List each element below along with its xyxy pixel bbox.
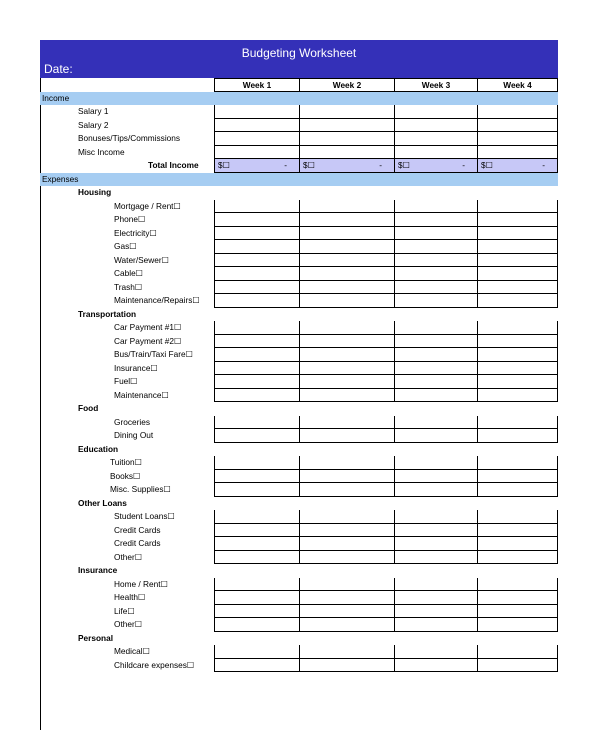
income-item-label: Misc Income — [78, 146, 125, 157]
expense-3-1-week-4-cell[interactable] — [477, 470, 558, 484]
total-income-week-2 — [299, 159, 394, 173]
expense-item-label: Other☐ — [114, 551, 143, 562]
expense-4-0-week-1-cell[interactable] — [214, 510, 299, 524]
expense-item-label: Misc. Supplies☐ — [110, 484, 171, 494]
expense-0-1-week-1-cell[interactable] — [214, 213, 299, 227]
expense-item-label: Trash☐ — [114, 281, 143, 292]
income-item-1-week-2-cell[interactable] — [299, 105, 394, 119]
expense-item-row — [40, 659, 558, 673]
expense-0-7-week-1-cell[interactable] — [214, 294, 299, 308]
total-income-row — [40, 159, 558, 173]
expense-1-0-week-2-cell[interactable] — [299, 321, 394, 335]
income-item-2-week-2-cell[interactable] — [299, 119, 394, 133]
income-section-band — [40, 92, 558, 106]
expense-1-0-week-3-cell[interactable] — [394, 321, 477, 335]
expense-0-6-week-2-cell[interactable] — [299, 281, 394, 295]
income-item-3-week-2-cell[interactable] — [299, 132, 394, 146]
expense-1-3-week-4-cell[interactable] — [477, 362, 558, 376]
expense-item-label: Credit Cards — [114, 538, 161, 548]
expense-item-row — [40, 227, 558, 241]
expense-5-2-week-2-cell[interactable] — [299, 605, 394, 619]
income-item-4-week-4-cell[interactable] — [477, 146, 558, 160]
income-row — [40, 146, 558, 160]
income-item-label: Salary 1 — [78, 106, 109, 116]
week-2-header: Week 2 — [299, 78, 394, 92]
expense-item-row — [40, 618, 558, 632]
expense-0-3-week-4-cell[interactable] — [477, 240, 558, 254]
expense-2-1-week-2-cell[interactable] — [299, 429, 394, 443]
expense-item-row — [40, 537, 558, 551]
total-currency: $☐ — [481, 160, 494, 170]
expense-0-6-week-1-cell[interactable] — [214, 281, 299, 295]
expense-item-row — [40, 294, 558, 308]
expense-1-2-week-1-cell[interactable] — [214, 348, 299, 362]
expense-5-3-week-2-cell[interactable] — [299, 618, 394, 632]
expense-2-1-week-3-cell[interactable] — [394, 429, 477, 443]
expense-6-0-week-4-cell[interactable] — [477, 645, 558, 659]
expense-3-1-week-3-cell[interactable] — [394, 470, 477, 484]
expense-group-row — [40, 497, 558, 511]
expense-5-3-week-4-cell[interactable] — [477, 618, 558, 632]
expense-item-row — [40, 321, 558, 335]
expense-4-0-week-3-cell[interactable] — [394, 510, 477, 524]
expense-item-row — [40, 335, 558, 349]
worksheet-title: Budgeting Worksheet — [241, 46, 357, 60]
income-row — [40, 132, 558, 146]
expense-4-0-week-2-cell[interactable] — [299, 510, 394, 524]
total-currency: $☐ — [303, 160, 316, 170]
expense-1-1-week-2-cell[interactable] — [299, 335, 394, 349]
expense-1-3-week-2-cell[interactable] — [299, 362, 394, 376]
expense-item-label: Car Payment #2☐ — [114, 335, 182, 346]
expense-4-3-week-2-cell[interactable] — [299, 551, 394, 565]
expense-1-4-week-1-cell[interactable] — [214, 375, 299, 389]
expense-2-1-week-4-cell[interactable] — [477, 429, 558, 443]
expense-4-2-week-1-cell[interactable] — [214, 537, 299, 551]
expense-1-2-week-4-cell[interactable] — [477, 348, 558, 362]
expense-item-row — [40, 254, 558, 268]
expense-item-row — [40, 483, 558, 497]
expense-item-row — [40, 470, 558, 484]
expense-3-2-week-2-cell[interactable] — [299, 483, 394, 497]
income-item-1-week-1-cell[interactable] — [214, 105, 299, 119]
expense-1-3-week-1-cell[interactable] — [214, 362, 299, 376]
expense-1-5-week-4-cell[interactable] — [477, 389, 558, 403]
expense-group-label: Other Loans — [78, 497, 127, 508]
week-1-header: Week 1 — [214, 78, 299, 92]
expense-item-row — [40, 267, 558, 281]
expense-group-row — [40, 564, 558, 578]
expense-4-3-week-3-cell[interactable] — [394, 551, 477, 565]
expense-item-row — [40, 591, 558, 605]
expense-group-row — [40, 402, 558, 416]
expense-4-1-week-2-cell[interactable] — [299, 524, 394, 538]
expense-0-7-week-4-cell[interactable] — [477, 294, 558, 308]
expense-2-0-week-3-cell[interactable] — [394, 416, 477, 430]
expense-0-2-week-2-cell[interactable] — [299, 227, 394, 241]
income-item-1-week-4-cell[interactable] — [477, 105, 558, 119]
income-item-label: Bonuses/Tips/Commissions — [78, 133, 181, 143]
expense-item-label: Life☐ — [114, 605, 135, 616]
expense-5-1-week-3-cell[interactable] — [394, 591, 477, 605]
expense-5-1-week-1-cell[interactable] — [214, 591, 299, 605]
expense-0-2-week-1-cell[interactable] — [214, 227, 299, 241]
expense-item-label: Childcare expenses☐ — [114, 659, 195, 670]
expense-item-label: Phone☐ — [114, 214, 146, 224]
expense-1-4-week-2-cell[interactable] — [299, 375, 394, 389]
expense-item-row — [40, 578, 558, 592]
expense-item-row — [40, 375, 558, 389]
income-item-3-week-1-cell[interactable] — [214, 132, 299, 146]
expense-1-1-week-1-cell[interactable] — [214, 335, 299, 349]
expense-item-label: Medical☐ — [114, 646, 151, 656]
expense-2-0-week-1-cell[interactable] — [214, 416, 299, 430]
income-row — [40, 119, 558, 133]
expense-1-5-week-2-cell[interactable] — [299, 389, 394, 403]
expense-4-2-week-3-cell[interactable] — [394, 537, 477, 551]
income-item-1-week-3-cell[interactable] — [394, 105, 477, 119]
expense-item-row — [40, 200, 558, 214]
expense-group-label: Transportation — [78, 308, 137, 319]
expense-5-1-week-2-cell[interactable] — [299, 591, 394, 605]
expense-6-1-week-3-cell[interactable] — [394, 659, 477, 673]
expense-0-1-week-4-cell[interactable] — [477, 213, 558, 227]
expense-item-row — [40, 348, 558, 362]
expense-3-2-week-1-cell[interactable] — [214, 483, 299, 497]
income-item-4-week-2-cell[interactable] — [299, 146, 394, 160]
income-item-3-week-3-cell[interactable] — [394, 132, 477, 146]
income-section-label: Income — [42, 92, 70, 103]
expense-3-2-week-3-cell[interactable] — [394, 483, 477, 497]
expense-item-row — [40, 213, 558, 227]
expense-item-row — [40, 416, 558, 430]
expense-0-7-week-3-cell[interactable] — [394, 294, 477, 308]
expense-0-1-week-2-cell[interactable] — [299, 213, 394, 227]
expense-3-1-week-1-cell[interactable] — [214, 470, 299, 484]
expense-item-label: Cable☐ — [114, 268, 144, 278]
total-value: - — [284, 160, 287, 170]
expense-group-label: Housing — [78, 187, 112, 197]
expense-item-label: Maintenance☐ — [114, 389, 169, 400]
expense-1-5-week-3-cell[interactable] — [394, 389, 477, 403]
expense-group-label: Insurance — [78, 565, 118, 575]
expense-6-0-week-1-cell[interactable] — [214, 645, 299, 659]
expense-0-0-week-3-cell[interactable] — [394, 200, 477, 214]
expense-1-2-week-3-cell[interactable] — [394, 348, 477, 362]
income-item-4-week-3-cell[interactable] — [394, 146, 477, 160]
expense-group-row — [40, 443, 558, 457]
expense-5-2-week-1-cell[interactable] — [214, 605, 299, 619]
expense-group-label: Food — [78, 403, 99, 413]
expense-group-row — [40, 186, 558, 200]
expense-6-1-week-4-cell[interactable] — [477, 659, 558, 673]
expense-item-row — [40, 362, 558, 376]
expense-0-3-week-3-cell[interactable] — [394, 240, 477, 254]
expense-0-5-week-3-cell[interactable] — [394, 267, 477, 281]
income-item-3-week-4-cell[interactable] — [477, 132, 558, 146]
expense-0-2-week-3-cell[interactable] — [394, 227, 477, 241]
expense-4-0-week-4-cell[interactable] — [477, 510, 558, 524]
expense-2-1-week-1-cell[interactable] — [214, 429, 299, 443]
expense-item-row — [40, 645, 558, 659]
expense-0-4-week-2-cell[interactable] — [299, 254, 394, 268]
expense-6-1-week-1-cell[interactable] — [214, 659, 299, 673]
expenses-section-band — [40, 173, 558, 187]
expense-4-3-week-1-cell[interactable] — [214, 551, 299, 565]
week-4-header: Week 4 — [477, 78, 558, 92]
expense-item-label: Student Loans☐ — [114, 511, 175, 521]
expense-1-2-week-2-cell[interactable] — [299, 348, 394, 362]
expense-6-1-week-2-cell[interactable] — [299, 659, 394, 673]
expense-item-label: Dining Out — [114, 430, 154, 440]
expense-item-label: Fuel☐ — [114, 376, 138, 386]
expense-5-0-week-4-cell[interactable] — [477, 578, 558, 592]
expense-group-label: Education — [78, 443, 119, 454]
expense-item-row — [40, 456, 558, 470]
income-item-2-week-1-cell[interactable] — [214, 119, 299, 133]
total-income-week-4 — [477, 159, 558, 173]
expense-1-3-week-3-cell[interactable] — [394, 362, 477, 376]
income-item-2-week-4-cell[interactable] — [477, 119, 558, 133]
income-item-4-week-1-cell[interactable] — [214, 146, 299, 160]
date-label: Date: — [44, 62, 73, 76]
expense-item-label: Bus/Train/Taxi Fare☐ — [114, 349, 194, 359]
week-3-header: Week 3 — [394, 78, 477, 92]
expense-item-label: Water/Sewer☐ — [114, 254, 170, 265]
expense-4-2-week-2-cell[interactable] — [299, 537, 394, 551]
expense-0-6-week-3-cell[interactable] — [394, 281, 477, 295]
expense-item-row — [40, 281, 558, 295]
expense-0-0-week-2-cell[interactable] — [299, 200, 394, 214]
expense-0-6-week-4-cell[interactable] — [477, 281, 558, 295]
expense-item-row — [40, 240, 558, 254]
title-bar — [40, 40, 558, 78]
expense-item-label: Maintenance/Repairs☐ — [114, 295, 200, 305]
expense-5-3-week-3-cell[interactable] — [394, 618, 477, 632]
expense-item-row — [40, 605, 558, 619]
expense-5-3-week-1-cell[interactable] — [214, 618, 299, 632]
expense-item-label: Mortgage / Rent☐ — [114, 200, 181, 211]
total-value: - — [379, 160, 382, 170]
worksheet-grid — [40, 78, 558, 672]
expense-1-0-week-1-cell[interactable] — [214, 321, 299, 335]
expense-item-label: Home / Rent☐ — [114, 578, 169, 589]
expense-4-3-week-4-cell[interactable] — [477, 551, 558, 565]
total-income-label: Total Income — [148, 160, 199, 170]
expense-4-1-week-3-cell[interactable] — [394, 524, 477, 538]
total-currency: $☐ — [398, 160, 411, 170]
expense-2-0-week-4-cell[interactable] — [477, 416, 558, 430]
expense-item-row — [40, 510, 558, 524]
expense-0-2-week-4-cell[interactable] — [477, 227, 558, 241]
expense-0-3-week-2-cell[interactable] — [299, 240, 394, 254]
expense-2-0-week-2-cell[interactable] — [299, 416, 394, 430]
income-row — [40, 105, 558, 119]
expense-item-row — [40, 551, 558, 565]
expense-group-row — [40, 308, 558, 322]
total-income-week-3 — [394, 159, 477, 173]
expense-1-0-week-4-cell[interactable] — [477, 321, 558, 335]
expenses-section-label: Expenses — [42, 173, 79, 184]
expense-4-1-week-4-cell[interactable] — [477, 524, 558, 538]
expense-3-0-week-1-cell[interactable] — [214, 456, 299, 470]
expense-0-5-week-2-cell[interactable] — [299, 267, 394, 281]
expense-0-4-week-4-cell[interactable] — [477, 254, 558, 268]
expense-item-label: Electricity☐ — [114, 227, 157, 238]
expense-1-1-week-4-cell[interactable] — [477, 335, 558, 349]
expense-group-row — [40, 632, 558, 646]
expense-3-0-week-2-cell[interactable] — [299, 456, 394, 470]
expense-6-0-week-2-cell[interactable] — [299, 645, 394, 659]
expense-item-label: Gas☐ — [114, 241, 137, 251]
expense-0-7-week-2-cell[interactable] — [299, 294, 394, 308]
expense-0-3-week-1-cell[interactable] — [214, 240, 299, 254]
expense-5-1-week-4-cell[interactable] — [477, 591, 558, 605]
expense-5-2-week-4-cell[interactable] — [477, 605, 558, 619]
total-income-week-1 — [214, 159, 299, 173]
expense-0-0-week-1-cell[interactable] — [214, 200, 299, 214]
income-item-2-week-3-cell[interactable] — [394, 119, 477, 133]
expense-3-0-week-3-cell[interactable] — [394, 456, 477, 470]
expense-item-row — [40, 389, 558, 403]
expense-item-label: Health☐ — [114, 592, 146, 602]
expense-3-1-week-2-cell[interactable] — [299, 470, 394, 484]
expense-1-5-week-1-cell[interactable] — [214, 389, 299, 403]
expense-item-label: Insurance☐ — [114, 362, 158, 373]
total-value: - — [462, 160, 465, 170]
income-item-label: Salary 2 — [78, 119, 109, 130]
expense-item-label: Books☐ — [110, 470, 141, 481]
expense-item-label: Groceries — [114, 416, 150, 427]
expense-item-label: Tuition☐ — [110, 457, 143, 467]
expense-1-4-week-4-cell[interactable] — [477, 375, 558, 389]
expense-4-1-week-1-cell[interactable] — [214, 524, 299, 538]
expense-0-0-week-4-cell[interactable] — [477, 200, 558, 214]
expense-item-row — [40, 429, 558, 443]
week-header-row — [40, 78, 558, 92]
expense-item-label: Car Payment #1☐ — [114, 322, 182, 332]
expense-item-label: Other☐ — [114, 619, 143, 629]
expense-0-4-week-3-cell[interactable] — [394, 254, 477, 268]
expense-3-2-week-4-cell[interactable] — [477, 483, 558, 497]
expense-6-0-week-3-cell[interactable] — [394, 645, 477, 659]
expense-3-0-week-4-cell[interactable] — [477, 456, 558, 470]
total-currency: $☐ — [218, 160, 231, 170]
expense-item-row — [40, 524, 558, 538]
expense-1-1-week-3-cell[interactable] — [394, 335, 477, 349]
expense-item-label: Credit Cards — [114, 524, 161, 535]
total-value: - — [542, 160, 545, 170]
expense-5-0-week-2-cell[interactable] — [299, 578, 394, 592]
expense-1-4-week-3-cell[interactable] — [394, 375, 477, 389]
expense-5-0-week-1-cell[interactable] — [214, 578, 299, 592]
expense-0-5-week-1-cell[interactable] — [214, 267, 299, 281]
expense-4-2-week-4-cell[interactable] — [477, 537, 558, 551]
expense-0-4-week-1-cell[interactable] — [214, 254, 299, 268]
expense-5-2-week-3-cell[interactable] — [394, 605, 477, 619]
expense-0-5-week-4-cell[interactable] — [477, 267, 558, 281]
expense-0-1-week-3-cell[interactable] — [394, 213, 477, 227]
expense-5-0-week-3-cell[interactable] — [394, 578, 477, 592]
expense-group-label: Personal — [78, 632, 114, 643]
